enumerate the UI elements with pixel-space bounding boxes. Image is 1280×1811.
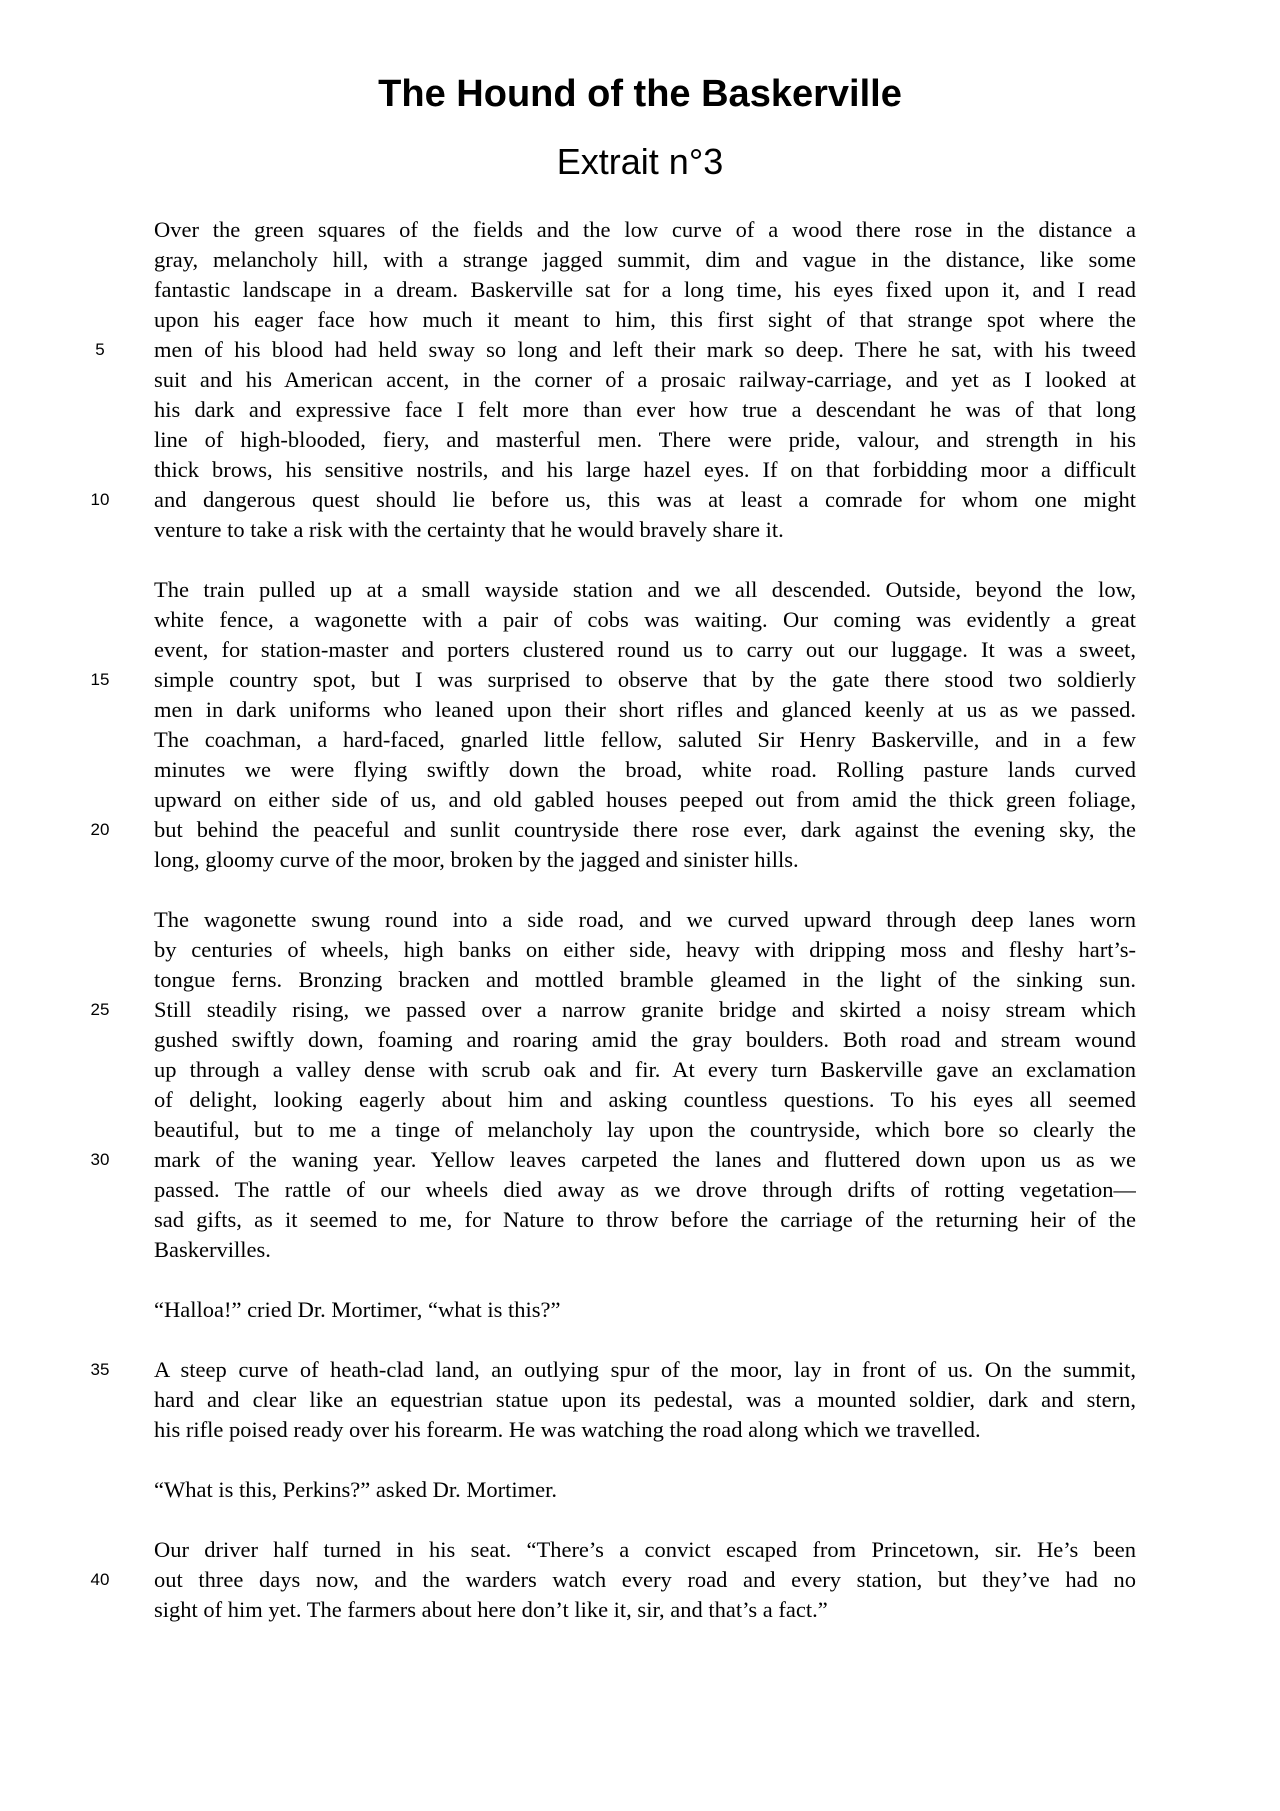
text-line: men of his blood had held sway so long and left their mark so deep. There he sat, with his tweed	[154, 337, 1136, 362]
text-line: suit and his American accent, in the corner of a prosaic railway-carriage, and yet as I looked at	[154, 367, 1136, 392]
text-line: upward on either side of us, and old gabled houses peeped out from amid the thick green foliage,	[154, 787, 1136, 812]
line-number: 25	[90, 1000, 110, 1019]
text-line: Baskervilles.	[154, 1237, 271, 1262]
text-line: Our driver half turned in his seat. “There’s a convict escaped from Princetown, sir. He’s been	[154, 1537, 1136, 1562]
text-line: gushed swiftly down, foaming and roaring amid the gray boulders. Both road and stream wound	[154, 1027, 1136, 1052]
document-title: The Hound of the Baskerville	[378, 73, 902, 115]
text-line: gray, melancholy hill, with a strange jagged summit, dim and vague in the distance, like some	[154, 247, 1136, 272]
text-line: long, gloomy curve of the moor, broken by the jagged and sinister hills.	[154, 847, 799, 872]
text-line: mark of the waning year. Yellow leaves carpeted the lanes and fluttered down upon us as we	[154, 1147, 1136, 1172]
text-line: venture to take a risk with the certainty that he would bravely share it.	[154, 517, 784, 542]
text-line: passed. The rattle of our wheels died away as we drove through drifts of rotting vegetation—	[154, 1177, 1136, 1202]
text-line: Still steadily rising, we passed over a narrow granite bridge and skirted a noisy stream which	[154, 997, 1136, 1022]
text-line: tongue ferns. Bronzing bracken and mottled bramble gleamed in the light of the sinking sun.	[154, 967, 1136, 992]
text-line: thick brows, his sensitive nostrils, and his large hazel eyes. If on that forbidding moor a difficult	[154, 457, 1136, 482]
text-line: Over the green squares of the fields and the low curve of a wood there rose in the distance a	[154, 217, 1136, 242]
text-line: hard and clear like an equestrian statue upon its pedestal, was a mounted soldier, dark and stern,	[154, 1387, 1136, 1412]
text-line: The train pulled up at a small wayside station and we all descended. Outside, beyond the low,	[154, 577, 1136, 602]
line-number: 20	[90, 820, 110, 839]
text-line: of delight, looking eagerly about him and asking countless questions. To his eyes all seemed	[154, 1087, 1136, 1112]
text-line: his dark and expressive face I felt more than ever how true a descendant he was of that long	[154, 397, 1136, 422]
text-line: fantastic landscape in a dream. Baskerville sat for a long time, his eyes fixed upon it, and I read	[154, 277, 1136, 302]
line-number: 15	[90, 670, 110, 689]
line-number: 10	[90, 490, 110, 509]
text-line: out three days now, and the warders watch every road and every station, but they’ve had no	[154, 1567, 1136, 1592]
text-line: sight of him yet. The farmers about here don’t like it, sir, and that’s a fact.”	[154, 1597, 828, 1622]
line-number: 35	[90, 1360, 110, 1379]
text-line: “What is this, Perkins?” asked Dr. Mortimer.	[154, 1477, 558, 1502]
text-line: up through a valley dense with scrub oak and fir. At every turn Baskerville gave an exclamation	[154, 1057, 1136, 1082]
text-line: simple country spot, but I was surprised to observe that by the gate there stood two soldierly	[154, 667, 1136, 692]
text-line: white fence, a wagonette with a pair of cobs was waiting. Our coming was evidently a great	[154, 607, 1136, 632]
text-line: men in dark uniforms who leaned upon their short rifles and glanced keenly at us as we passed.	[154, 697, 1136, 722]
text-line: his rifle poised ready over his forearm. He was watching the road along which we travelled.	[154, 1417, 981, 1442]
text-line: event, for station-master and porters clustered round us to carry out our luggage. It was a sweet,	[154, 637, 1136, 662]
text-line: The coachman, a hard-faced, gnarled little fellow, saluted Sir Henry Baskerville, and in a few	[154, 727, 1136, 752]
text-line: but behind the peaceful and sunlit countryside there rose ever, dark against the evening sky, the	[154, 817, 1136, 842]
text-line: minutes we were flying swiftly down the broad, white road. Rolling pasture lands curved	[154, 757, 1136, 782]
line-number: 40	[90, 1570, 110, 1589]
document-subtitle: Extrait n°3	[556, 141, 724, 182]
text-line: “Halloa!” cried Dr. Mortimer, “what is this?”	[154, 1297, 561, 1322]
text-line: and dangerous quest should lie before us, this was at least a comrade for whom one might	[154, 487, 1136, 512]
line-number: 5	[95, 340, 105, 359]
text-line: upon his eager face how much it meant to him, this first sight of that strange spot where the	[154, 307, 1136, 332]
text-line: sad gifts, as it seemed to me, for Nature to throw before the carriage of the returning heir of the	[154, 1207, 1136, 1232]
line-number: 30	[90, 1150, 110, 1169]
text-line: line of high-blooded, fiery, and masterful men. There were pride, valour, and strength in his	[154, 427, 1136, 452]
text-line: by centuries of wheels, high banks on either side, heavy with dripping moss and fleshy hart’s-	[154, 937, 1136, 962]
text-line: A steep curve of heath-clad land, an outlying spur of the moor, lay in front of us. On the summit,	[154, 1357, 1136, 1382]
text-line: beautiful, but to me a tinge of melancholy lay upon the countryside, which bore so clearly the	[154, 1117, 1136, 1142]
text-line: The wagonette swung round into a side road, and we curved upward through deep lanes worn	[154, 907, 1136, 932]
